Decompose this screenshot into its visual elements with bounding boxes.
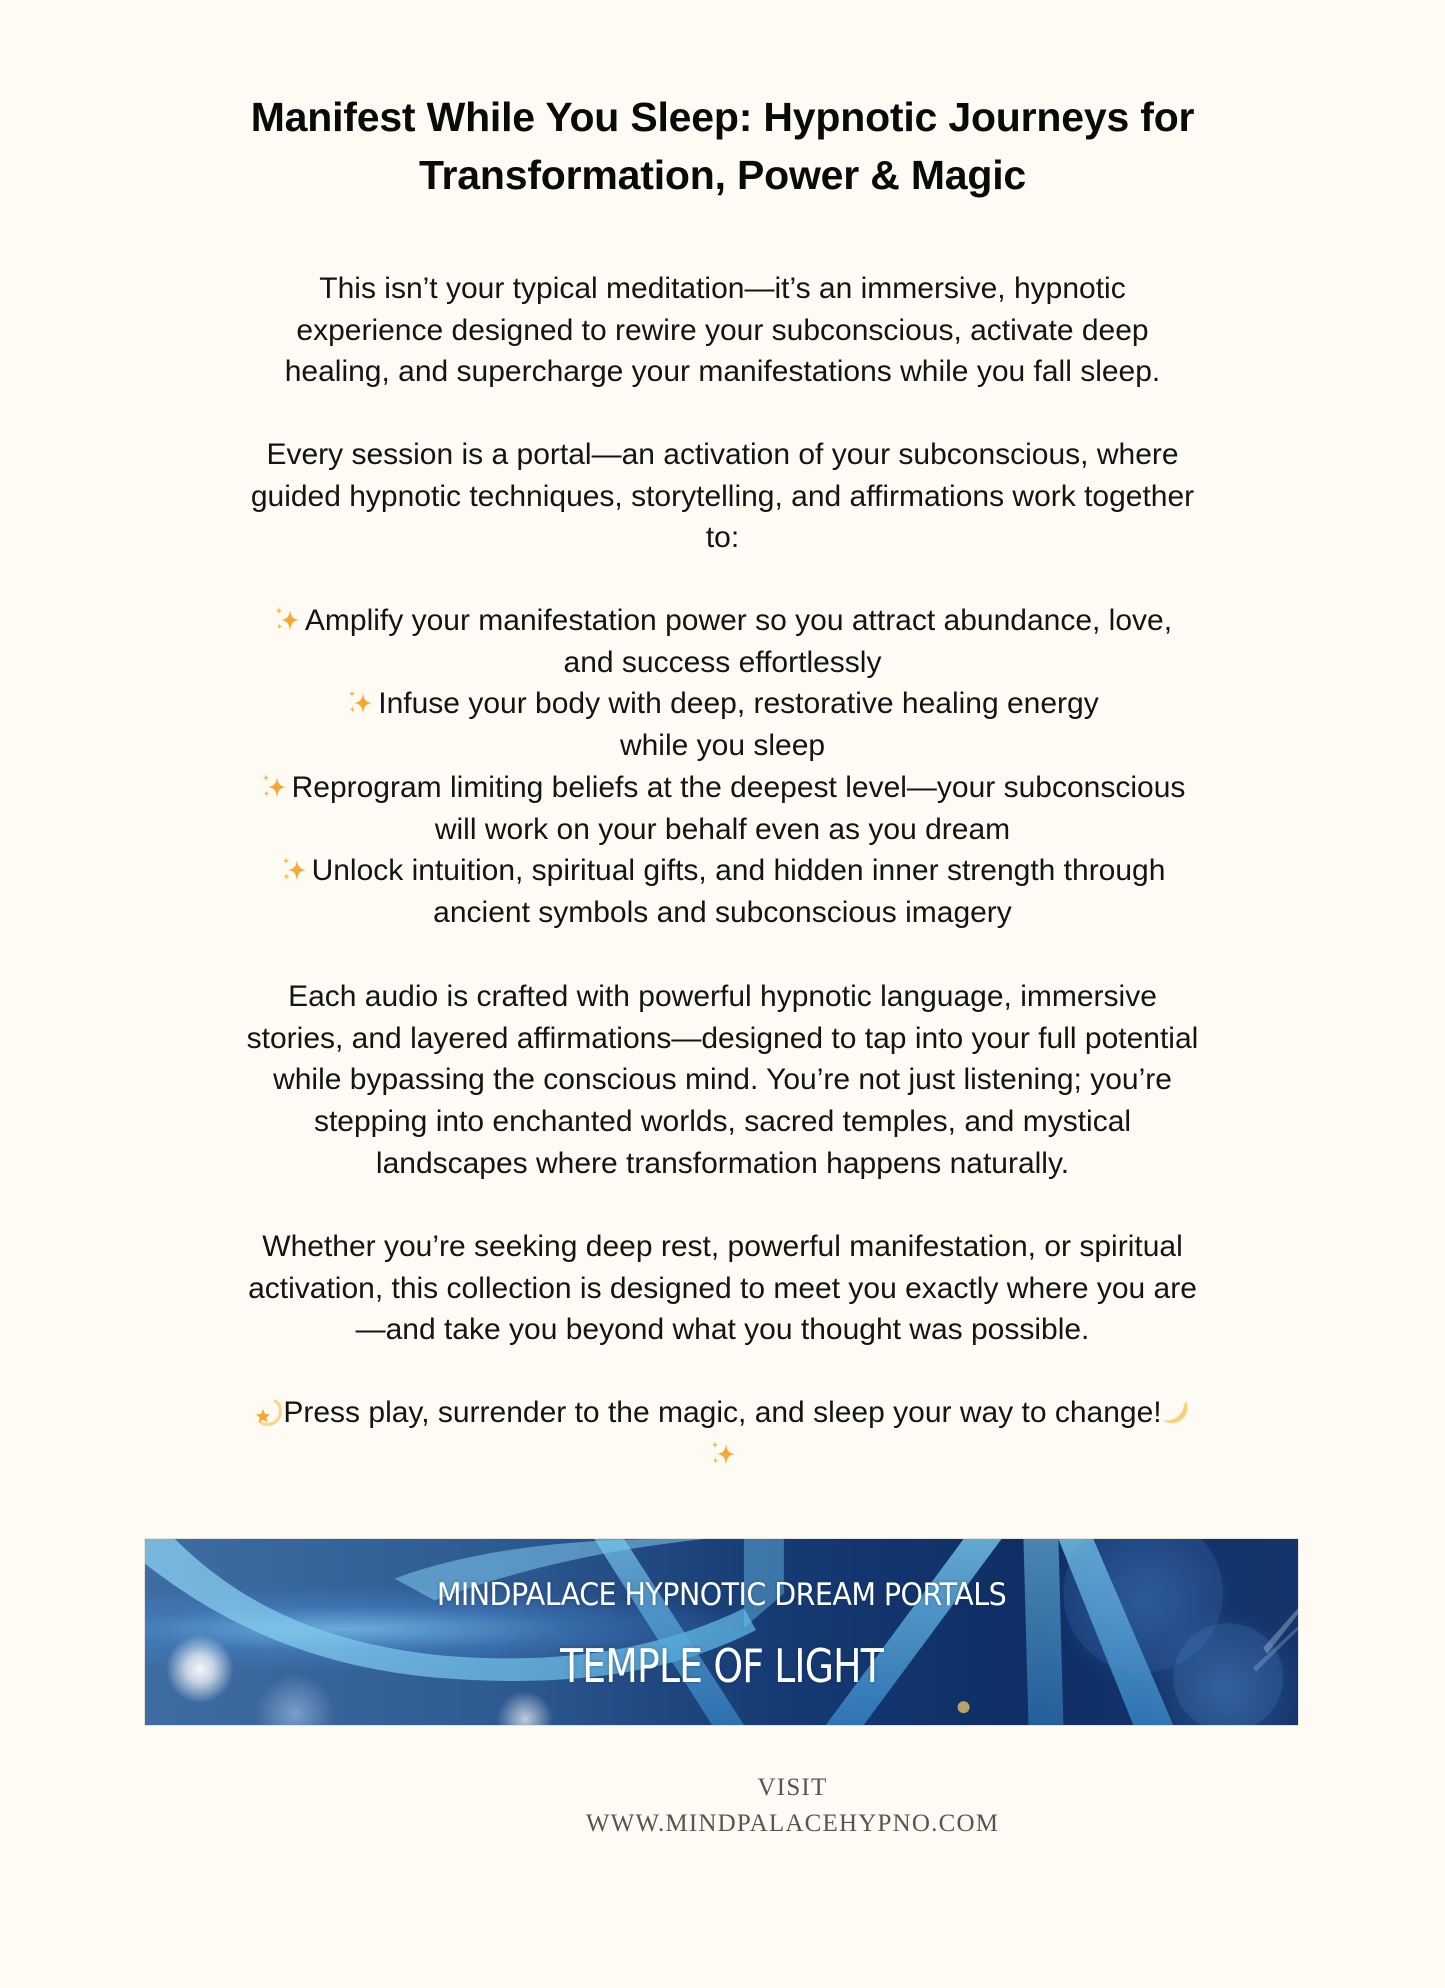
crescent-moon-icon	[1162, 1397, 1192, 1427]
visit-label: VISIT	[757, 1774, 828, 1801]
benefit-text: and success effortlessly	[563, 645, 882, 679]
benefit-item	[150, 600, 1295, 683]
audio-description-paragraph	[150, 976, 1295, 1185]
dna-helix-image	[145, 1539, 1298, 1725]
sparkles-icon	[709, 1439, 737, 1467]
session-line: to:	[705, 521, 740, 555]
closing-line: activation, this collection is designed to meet you exactly where you are	[248, 1271, 1197, 1305]
benefit-text: Infuse your body with deep, restorative healing energy	[378, 687, 1099, 721]
audio-line: stories, and layered affirmations—designed to tap into your full potential	[246, 1021, 1199, 1055]
sparkles-icon	[260, 772, 288, 800]
audio-line: landscapes where transformation happens naturally.	[375, 1146, 1070, 1180]
benefit-text: ancient symbols and subconscious imagery	[433, 895, 1012, 929]
audio-line: Each audio is crafted with powerful hypnotic language, immersive	[288, 980, 1157, 1013]
title-line-1: Manifest While You Sleep: Hypnotic Journeys for	[250, 94, 1195, 140]
banner-title: TEMPLE OF LIGHT	[560, 1639, 883, 1693]
title-line-2: Transformation, Power & Magic	[418, 152, 1027, 198]
benefits-list	[150, 600, 1295, 934]
session-line: Every session is a portal—an activation of your subconscious, where	[266, 438, 1179, 471]
closing-paragraph	[150, 1226, 1295, 1351]
sparkles-icon	[273, 605, 301, 633]
sparkles-icon	[280, 855, 308, 883]
call-to-action	[150, 1392, 1295, 1475]
intro-line: healing, and supercharge your manifestations while you fall sleep.	[284, 355, 1161, 389]
intro-line: This isn’t your typical meditation—it’s an immersive, hypnotic	[319, 272, 1126, 305]
benefit-item	[150, 850, 1295, 933]
intro-paragraph	[150, 268, 1295, 393]
website-url: WWW.MINDPALACEHYPNO.COM	[585, 1810, 1000, 1837]
banner-subtitle: MINDPALACE HYPNOTIC DREAM PORTALS	[436, 1577, 1007, 1613]
benefit-item	[150, 683, 1295, 766]
page-title	[150, 88, 1295, 204]
benefit-text: Unlock intuition, spiritual gifts, and hidden inner strength through	[311, 854, 1166, 888]
intro-line: experience designed to rewire your subconscious, activate deep	[296, 313, 1149, 347]
session-paragraph	[150, 434, 1295, 559]
closing-line: —and take you beyond what you thought was possible.	[355, 1313, 1090, 1347]
benefit-item	[150, 767, 1295, 850]
footer	[0, 1770, 1445, 1842]
closing-line: Whether you’re seeking deep rest, powerful manifestation, or spiritual	[262, 1230, 1183, 1263]
benefit-text: will work on your behalf even as you dream	[434, 812, 1011, 846]
audio-line: while bypassing the conscious mind. You’re not just listening; you’re	[273, 1063, 1172, 1097]
benefit-text: while you sleep	[619, 729, 826, 763]
benefit-text: Amplify your manifestation power so you attract abundance, love,	[304, 604, 1173, 637]
dizzy-star-icon	[253, 1397, 283, 1427]
session-line: guided hypnotic techniques, storytelling, and affirmations work together	[250, 479, 1195, 513]
sparkles-icon	[346, 688, 374, 716]
benefit-text: Reprogram limiting beliefs at the deepest level—your subconscious	[291, 770, 1186, 804]
temple-of-light-banner	[144, 1538, 1299, 1726]
cta-text: Press play, surrender to the magic, and sleep your way to change!	[283, 1396, 1162, 1429]
audio-line: stepping into enchanted worlds, sacred temples, and mystical	[313, 1105, 1132, 1139]
